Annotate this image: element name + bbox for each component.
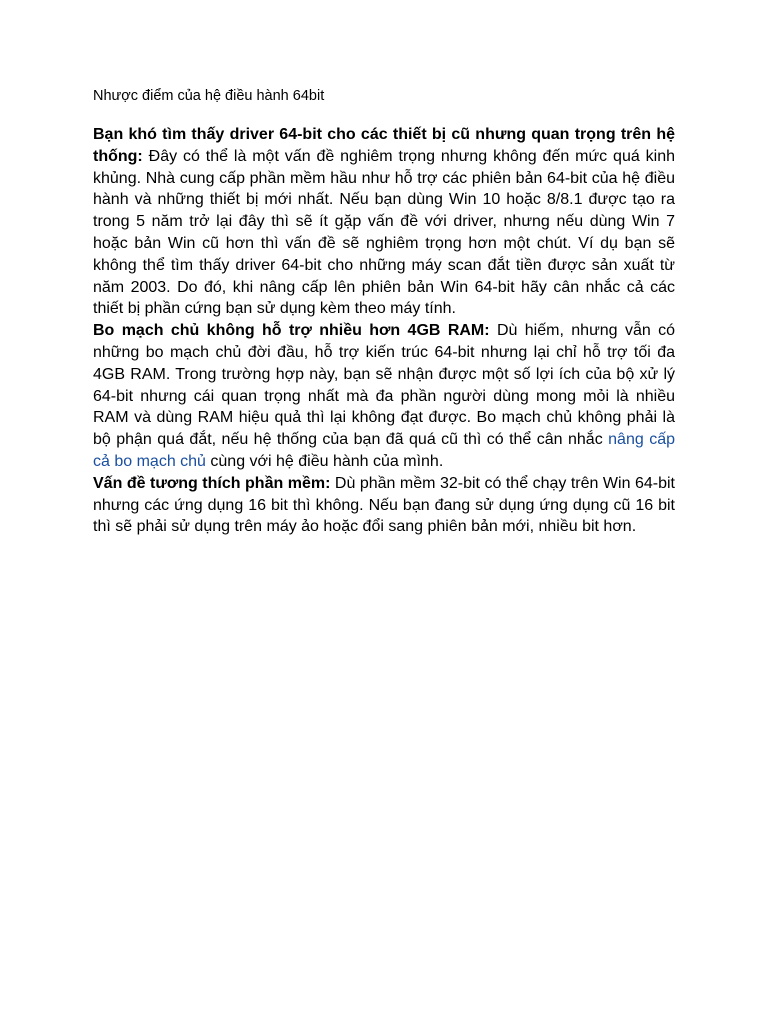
paragraph-software-body: Dù phần mềm 32-bit có thể chạy trên Win 64-bit nhưng các ứng dụng 16 bit thì không. Nếu bạn đang sử dụng ứng dụng cũ 16 bit thì sẽ phải sử dụng trên máy ảo hoặc đổi sang phiên bản mới, nhiều bit hơn. [93, 474, 675, 536]
document-page [93, 86, 675, 538]
paragraph-motherboard-body: Dù hiếm, nhưng vẫn có những bo mạch chủ đời đầu, hỗ trợ kiến trúc 64-bit nhưng lại chỉ hỗ trợ tối đa 4GB RAM. Trong trường hợp này, bạn sẽ nhận được một số lợi ích của bộ xử lý 64-bit nhưng cái quan trọng nhất mà đa phần người dùng mong mỏi là nhiều RAM và dùng RAM hiệu quả thì lại không đạt được. Bo mạch chủ không phải là bộ phận quá đắt, nếu hệ thống của bạn đã quá cũ thì có thể cân nhắc [93, 322, 676, 449]
paragraph-motherboard-body-end: cùng với hệ điều hành của mình. [205, 452, 444, 470]
paragraph-drivers-body: Đây có thể là một vấn đề nghiêm trọng nhưng không đến mức quá kinh khủng. Nhà cung cấp phần mềm hầu như hỗ trợ các phiên bản 64-bit của hệ điều hành và những thiết bị mới nhất. Nếu bạn dùng Win 10 hoặc 8/8.1 được tạo ra trong 5 năm trở lại đây thì sẽ ít gặp vấn đề với driver, nhưng nếu dùng Win 7 hoặc bản Win cũ hơn thì vấn đề sẽ nghiêm trọng hơn một chút. Ví dụ bạn sẽ không thể tìm thấy driver 64-bit cho những máy scan đắt tiền được sản xuất từ năm 2003. Do đó, khi nâng cấp lên phiên bản Win 64-bit hãy cân nhắc cả các thiết bị phần cứng bạn sử dụng kèm theo máy tính. [93, 147, 675, 318]
paragraph-software-lead: Vấn đề tương thích phần mềm: [93, 474, 331, 492]
paragraph-motherboard [93, 320, 675, 473]
paragraph-software [93, 473, 675, 538]
document-title: Nhược điểm của hệ điều hành 64bit [93, 88, 325, 104]
paragraph-motherboard-lead: Bo mạch chủ không hỗ trợ nhiều hơn 4GB RAM: [93, 322, 490, 340]
paragraph-drivers [93, 124, 675, 320]
paragraph-drivers-lead: Bạn khó tìm thấy driver 64-bit cho các thiết bị cũ nhưng quan trọng trên hệ thống: [93, 126, 675, 165]
upgrade-motherboard-link[interactable]: nâng cấp cả bo mạch chủ [93, 431, 675, 470]
